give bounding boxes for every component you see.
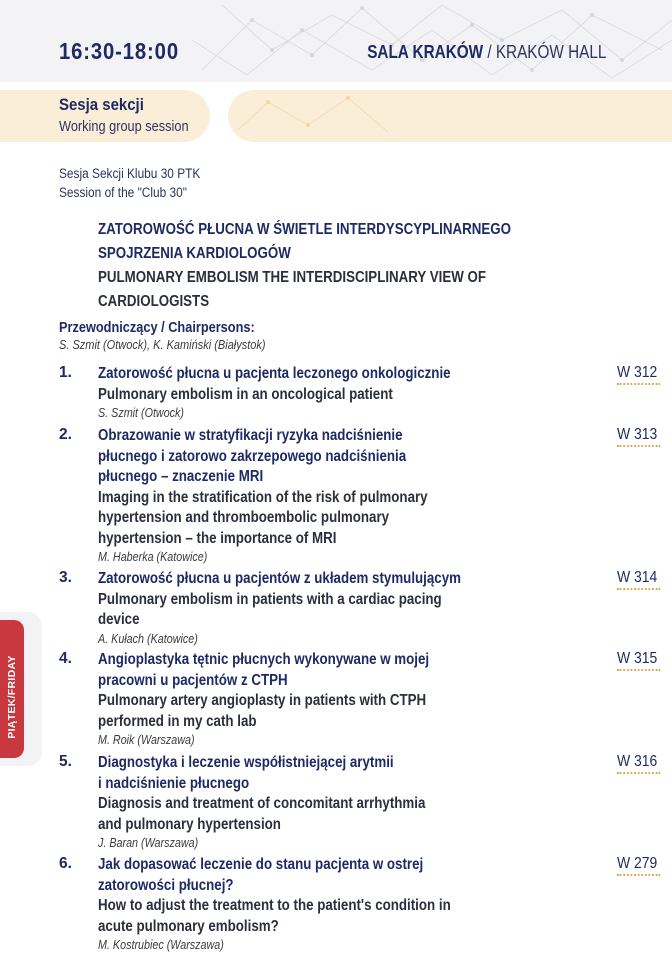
- lecture-title-en: How to adjust the treatment to the patient's condition in: [98, 897, 451, 914]
- lecture-title-pl: Jak dopasować leczenie do stanu pacjenta w ostrej: [98, 856, 424, 873]
- session-type-pl: Sesja sekcji: [59, 95, 144, 114]
- lecture-code: [617, 753, 660, 774]
- lecture-author: M. Kostrubiec (Warszawa): [98, 938, 224, 952]
- network-pattern-decoration: [192, 0, 672, 82]
- club-session-en: Session of the "Club 30": [59, 185, 187, 200]
- day-tab-label: PIĄTEK/FRIDAY: [6, 655, 18, 739]
- lecture-title-pl: Zatorowość płucna u pacjentów z układem stymulującym: [98, 570, 461, 587]
- lecture-title-en: Pulmonary embolism in an oncological patient: [98, 385, 393, 403]
- hall-name-en: KRAKÓW HALL: [495, 42, 606, 62]
- band-network-decoration: [228, 90, 672, 142]
- lecture-title-pl: Angioplastyka tętnic płucnych wykonywane w mojej: [98, 651, 430, 668]
- title-en-line2: CARDIOLOGISTS: [98, 293, 210, 310]
- lecture-title-pl: i nadciśnienie płucnego: [98, 774, 250, 792]
- lecture-number: 4.: [59, 650, 72, 667]
- lecture-body: [98, 650, 614, 748]
- lecture-title-en: and pulmonary hypertension: [98, 815, 281, 833]
- lecture-author: J. Baran (Warszawa): [98, 836, 199, 850]
- header-bar: [0, 0, 672, 82]
- lecture-title-pl: pracowni u pacjentów z CTPH: [98, 671, 288, 689]
- hall-separator: /: [482, 42, 496, 62]
- lecture-body: [98, 753, 614, 851]
- dotted-underline: [617, 588, 660, 590]
- session-band-right: [228, 90, 672, 142]
- lecture-title-en: Pulmonary artery angioplasty in patients with CTPH: [98, 692, 427, 709]
- lecture-title-pl: Diagnostyka i leczenie współistniejącej arytmii: [98, 754, 394, 771]
- lecture-number: 5.: [59, 753, 72, 770]
- lecture-body: [98, 426, 614, 565]
- dotted-underline: [617, 669, 660, 671]
- lecture-code: [617, 364, 660, 385]
- lecture-body: [98, 855, 614, 953]
- lecture-title-en: Diagnosis and treatment of concomitant arrhythmia: [98, 795, 426, 812]
- lecture-code-text: W 313: [617, 426, 658, 443]
- lecture-title-en: device: [98, 611, 140, 628]
- dotted-underline: [617, 445, 660, 447]
- lecture-title-pl: Obrazowanie w stratyfikacji ryzyka nadciśnienie: [98, 427, 403, 444]
- lecture-title-pl: płucnego i zatorowo zakrzepowego nadciśnienia: [98, 447, 407, 465]
- lecture-code-text: W 316: [617, 753, 658, 770]
- lecture-author: M. Roik (Warszawa): [98, 733, 195, 747]
- lecture-code-text: W 314: [617, 569, 658, 586]
- lecture-title-pl: Zatorowość płucna u pacjenta leczonego onkologicznie: [98, 365, 451, 382]
- session-type-en: Working group session: [59, 119, 189, 135]
- day-side-tab: [0, 612, 42, 766]
- lecture-author: S. Szmit (Otwock): [98, 406, 185, 420]
- chairpersons: [59, 320, 266, 352]
- lecture-title-en: hypertension and thromboembolic pulmonary: [98, 509, 390, 526]
- lecture-body: [98, 364, 614, 421]
- lecture-number: 3.: [59, 569, 72, 586]
- day-tab-accent: [0, 620, 24, 758]
- lecture-number: 2.: [59, 426, 72, 443]
- chairpersons-names: S. Szmit (Otwock), K. Kamiński (Białystok): [59, 338, 266, 352]
- lecture-title-en: performed in my cath lab: [98, 712, 257, 730]
- session-time: 16:30-18:00: [59, 38, 179, 64]
- lecture-author: M. Haberka (Katowice): [98, 550, 208, 564]
- dotted-underline: [617, 874, 660, 876]
- lecture-code: [617, 650, 660, 671]
- hall-name: [367, 42, 606, 63]
- lecture-title-pl: zatorowości płucnej?: [98, 876, 234, 894]
- club-session-pl: Sesja Sekcji Klubu 30 PTK: [59, 166, 201, 181]
- lecture-code: [617, 855, 660, 876]
- lecture-number: 1.: [59, 364, 72, 381]
- lecture-code-text: W 279: [617, 855, 658, 872]
- lecture-title-en: acute pulmonary embolism?: [98, 917, 279, 935]
- lecture-code-text: W 312: [617, 364, 658, 381]
- lecture-title-en: hypertension – the importance of MRI: [98, 529, 337, 547]
- dotted-underline: [617, 383, 660, 385]
- lecture-code: [617, 569, 660, 590]
- lecture-title-pl: płucnego – znaczenie MRI: [98, 468, 264, 485]
- session-type: [59, 95, 189, 135]
- lecture-title-en: Pulmonary embolism in patients with a cardiac pacing: [98, 590, 442, 608]
- lecture-code-text: W 315: [617, 650, 658, 667]
- title-pl-line1: ZATOROWOŚĆ PŁUCNA W ŚWIETLE INTERDYSCYPLINARNEGO: [98, 221, 511, 238]
- lecture-number: 6.: [59, 855, 72, 872]
- title-en-line1: PULMONARY EMBOLISM THE INTERDISCIPLINARY VIEW OF: [98, 269, 487, 286]
- hall-name-pl: SALA KRAKÓW: [366, 42, 483, 62]
- lecture-code: [617, 426, 660, 447]
- lecture-author: A. Kułach (Katowice): [98, 631, 198, 646]
- lecture-title-en: Imaging in the stratification of the risk of pulmonary: [98, 488, 428, 506]
- club-session: [59, 164, 200, 202]
- lecture-body: [98, 569, 614, 647]
- chairpersons-label: Przewodniczący / Chairpersons:: [59, 320, 255, 336]
- session-title: [98, 218, 580, 314]
- title-pl-line2: SPOJRZENIA KARDIOLOGÓW: [98, 245, 291, 262]
- dotted-underline: [617, 772, 660, 774]
